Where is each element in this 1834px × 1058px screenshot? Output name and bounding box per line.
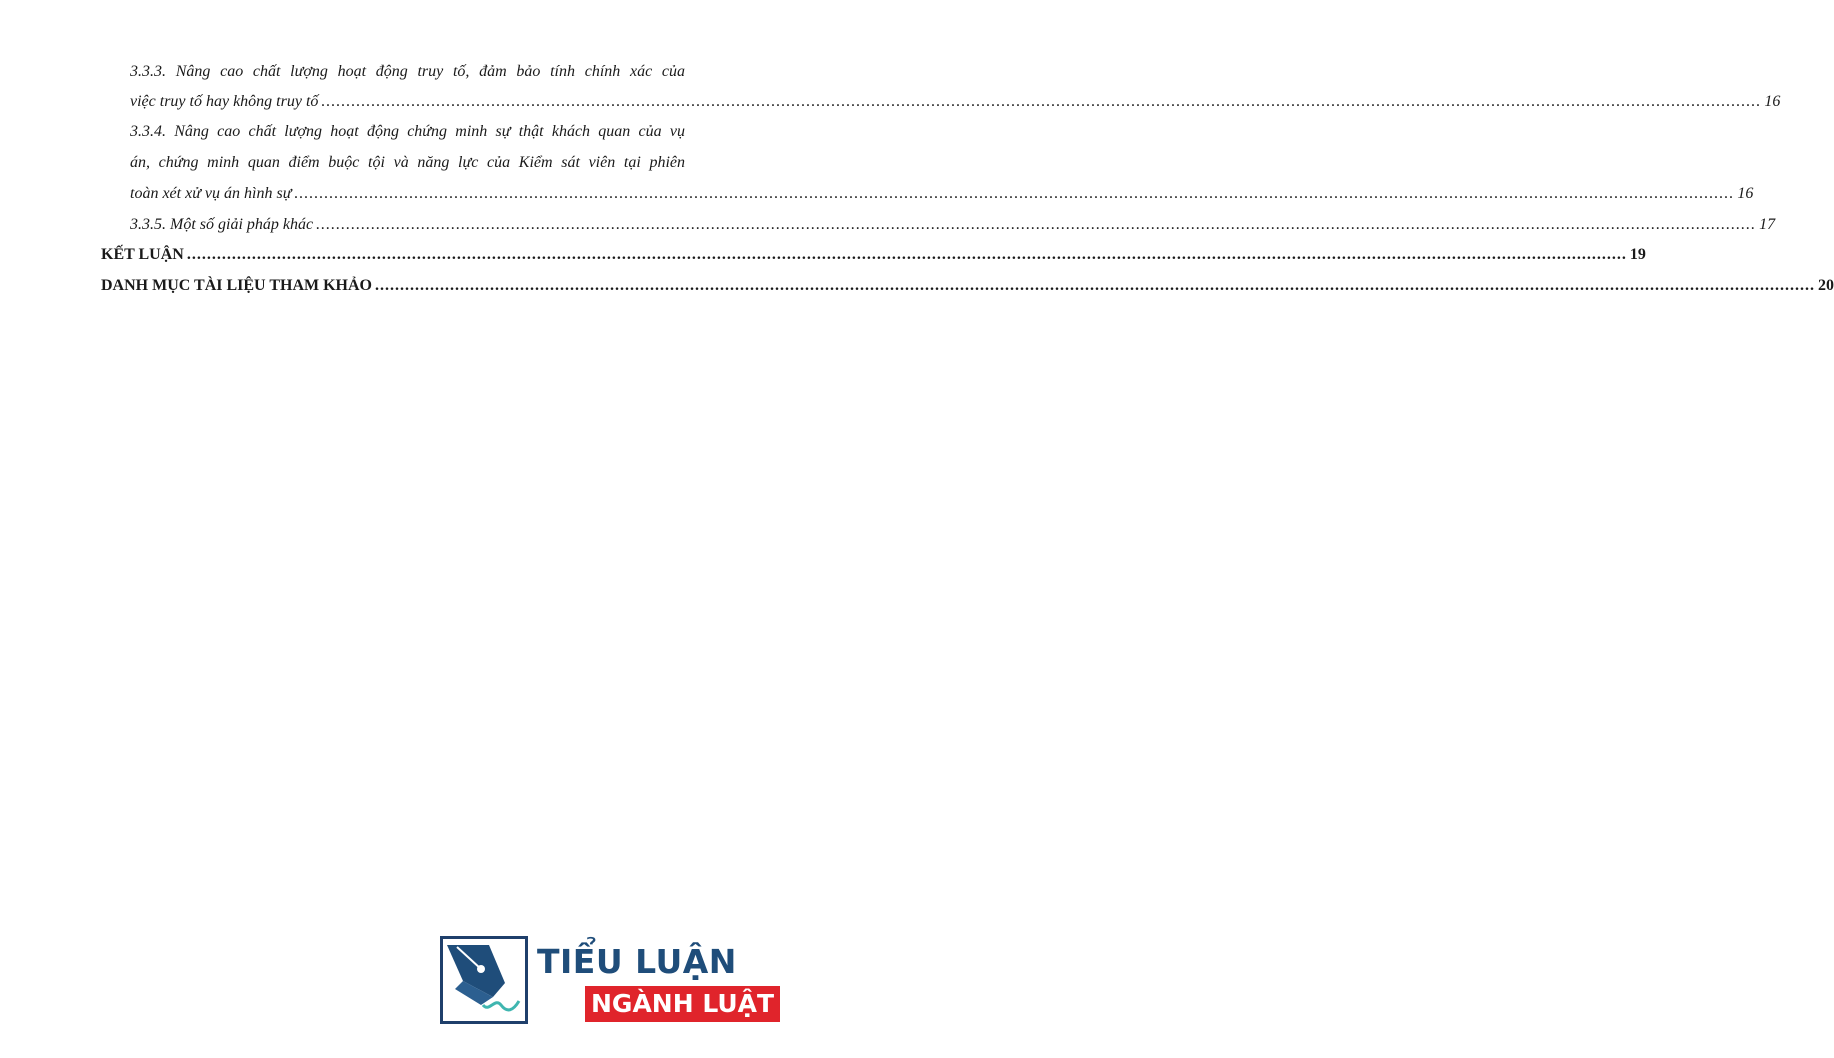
dot-leader: [375, 270, 1815, 301]
toc-entry-3-3-3-line1: 3.3.3. Nâng cao chất lượng hoạt động truy tố, đảm bảo tính chính xác của: [130, 63, 685, 80]
toc-entry-3-3-5[interactable]: [130, 209, 1776, 240]
toc-page-number: 16: [1737, 185, 1754, 202]
logo-subtitle-badge: NGÀNH LUẬT: [585, 986, 780, 1022]
toc-page-number: 19: [1629, 246, 1646, 263]
dot-leader: [187, 239, 1627, 270]
toc-page-number: 20: [1817, 277, 1834, 294]
brand-logo: [440, 936, 775, 1028]
toc-entry-3-3-4-line2: án, chứng minh quan điểm buộc tội và năng lực của Kiểm sát viên tại phiên: [130, 154, 685, 171]
logo-title: TIỂU LUẬN: [537, 942, 737, 981]
toc-entry-references[interactable]: [101, 270, 1834, 301]
toc-entry-ket-luan[interactable]: [101, 239, 1646, 270]
toc-entry-text: DANH MỤC TÀI LIỆU THAM KHẢO: [101, 277, 372, 294]
toc-entry-text: 3.3.5. Một số giải pháp khác: [130, 216, 314, 233]
toc-entry-3-3-3[interactable]: [130, 86, 1781, 117]
logo-frame: [440, 936, 528, 1024]
fountain-pen-nib-icon: [443, 939, 525, 1021]
dot-leader: [321, 86, 1761, 117]
dot-leader: [316, 209, 1756, 240]
toc-entry-text: toàn xét xử vụ án hình sự: [130, 185, 292, 202]
toc-entry-text: việc truy tố hay không truy tố: [130, 93, 319, 110]
toc-entry-text: KẾT LUẬN: [101, 246, 184, 263]
toc-entry-3-3-4-line1: 3.3.4. Nâng cao chất lượng hoạt động chứng minh sự thật khách quan của vụ: [130, 123, 685, 140]
dot-leader: [294, 178, 1734, 209]
toc-page-number: 16: [1764, 93, 1781, 110]
toc-entry-3-3-4[interactable]: [130, 178, 1754, 209]
toc-page-number: 17: [1759, 216, 1776, 233]
